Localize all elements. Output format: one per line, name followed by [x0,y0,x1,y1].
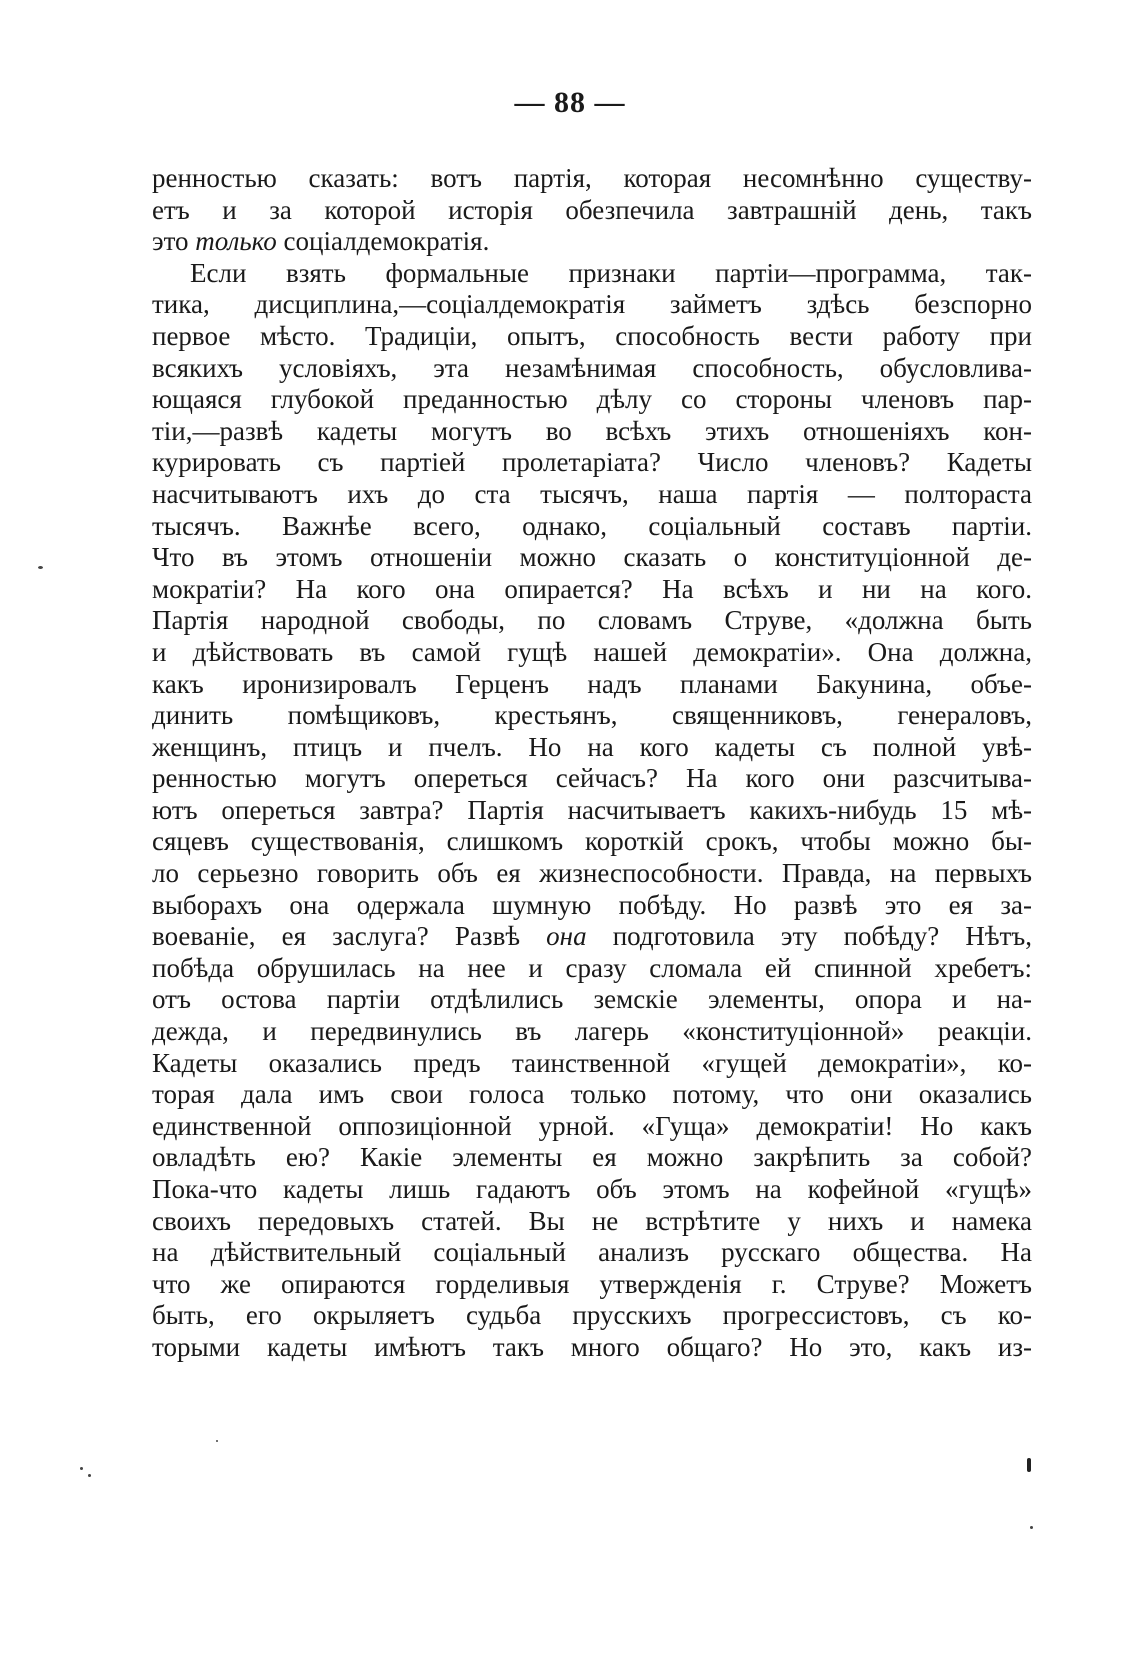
text-line [152,289,1032,321]
text-segment: быть, его окрыляетъ судьба прусскихъ прогрессистовъ, съ ко- [152,1300,1032,1331]
text-segment: первое мѣсто. Традиціи, опытъ, способность вести работу при [152,320,1032,351]
text-segment: курировать съ партіей пролетаріата? Число членовъ? Кадеты [152,447,1032,478]
text-segment: торая дала имъ свои голоса только потому, что они оказались [152,1079,1032,1110]
scan-speck [80,1467,83,1470]
text-line [152,416,1032,448]
page-number: — 88 — [514,86,626,119]
text-line [152,890,1032,922]
text-line [152,321,1032,353]
text-line [152,953,1032,985]
text-segment: Если взять формальные признаки партіи—программа, так- [190,257,1032,288]
text-line [152,921,1032,953]
text-segment: ющаяся глубокой преданностью дѣлу со стороны членовъ пар- [152,384,1032,415]
text-segment: дежда, и передвинулись въ лагерь «конституціонной» реакціи. [152,1016,1032,1047]
text-line [152,1079,1032,1111]
text-segment: всякихъ условіяхъ, эта незамѣнимая способность, обусловлива- [152,352,1032,383]
text-line [152,700,1032,732]
text-segment: торыми кадеты имѣютъ такъ много общаго? Но это, какъ из- [152,1331,1032,1362]
text-segment: тысячъ. Важнѣе всего, однако, соціальный составъ партіи. [152,510,1032,541]
emphasized-word: только [195,226,277,257]
scan-speck [216,1440,218,1442]
text-segment: единственной оппозиціонной урной. «Гуща» демократіи! Но какъ [152,1110,1032,1141]
body-text [152,163,1032,1364]
text-line [152,1332,1032,1364]
text-line [152,1269,1032,1301]
text-line [152,574,1032,606]
text-segment: это [152,226,196,257]
text-segment: соціалдемократія. [276,226,490,257]
text-line [152,1300,1032,1332]
text-segment: своихъ передовыхъ статей. Вы не встрѣтите у нихъ и намека [152,1205,1032,1236]
text-segment: что же опираются горделивыя утвержденія г. Струве? Можетъ [152,1268,1032,1299]
text-segment: и дѣйствовать въ самой гущѣ нашей демократіи». Она должна, [152,636,1032,667]
text-line [152,1048,1032,1080]
text-line [152,858,1032,890]
text-segment: мократіи? На кого она опирается? На всѣхъ и ни на кого. [152,573,1032,604]
text-line [152,732,1032,764]
text-line [152,795,1032,827]
text-segment: побѣда обрушилась на нее и сразу сломала ей спинной хребетъ: [152,952,1032,983]
text-segment: насчитываютъ ихъ до ста тысячъ, наша партія — полтораста [152,478,1032,509]
text-segment: Пока-что кадеты лишь гадаютъ объ этомъ на кофейной «гущѣ» [152,1174,1032,1204]
text-line [152,447,1032,479]
text-line [152,1111,1032,1143]
text-line [152,1237,1032,1269]
text-segment: ютъ опереться завтра? Партія насчитываетъ какихъ-нибудь 15 мѣ- [152,794,1032,825]
text-segment: Кадеты оказались предъ таинственной «гущей демократіи», ко- [152,1047,1032,1078]
text-line [152,826,1032,858]
text-line [152,353,1032,385]
text-line [152,163,1032,195]
text-segment: ренностью сказать: вотъ партія, которая несомнѣнно существу- [152,163,1032,193]
text-segment: овладѣть ею? Какіе элементы ея можно закрѣпить за собой? [152,1142,1032,1173]
text-line [152,1142,1032,1174]
text-line [152,1206,1032,1238]
text-segment: тіи,—развѣ кадеты могутъ во всѣхъ этихъ отношеніяхъ кон- [152,415,1032,446]
text-segment: ло серьезно говорить объ ея жизнеспособности. Правда, на первыхъ [152,858,1032,889]
text-segment: динить помѣщиковъ, крестьянъ, священниковъ, генераловъ, [152,700,1032,731]
text-line [152,195,1032,227]
text-segment: женщинъ, птицъ и пчелъ. Но на кого кадеты съ полной увѣ- [152,731,1032,762]
text-segment: на дѣйствительный соціальный анализъ русскаго общества. На [152,1237,1032,1268]
text-line [152,542,1032,574]
emphasized-word: она [546,921,587,952]
text-line [152,479,1032,511]
text-segment: какъ иронизировалъ Герценъ надъ планами Бакунина, объе- [152,668,1032,699]
scan-speck [1027,1458,1031,1472]
text-line [152,1174,1032,1206]
text-line [152,637,1032,669]
text-line [152,605,1032,637]
scan-speck [38,566,43,569]
text-segment: выборахъ она одержала шумную побѣду. Но развѣ это ея за- [152,889,1032,920]
text-segment: подготовила эту побѣду? Нѣтъ, [586,921,1032,952]
text-line [152,669,1032,701]
text-segment: Партія народной свободы, по словамъ Струве, «должна быть [152,605,1032,636]
text-segment: етъ и за которой исторія обезпечила завтрашній день, такъ [152,194,1032,225]
text-segment: Что въ этомъ отношеніи можно сказать о конституціонной де- [152,542,1032,573]
text-line [152,511,1032,543]
text-line [152,226,1032,258]
text-segment: сяцевъ существованія, слишкомъ короткій срокъ, чтобы можно бы- [152,826,1032,857]
text-line [152,384,1032,416]
text-line [152,763,1032,795]
text-segment: отъ остова партіи отдѣлились земскіе элементы, опора и на- [152,984,1032,1015]
scan-speck [1030,1526,1033,1529]
text-segment: ренностью могутъ опереться сейчасъ? На кого они разсчитыва- [152,763,1032,794]
text-line [152,984,1032,1016]
scan-speck [88,1474,91,1477]
text-line [152,1016,1032,1048]
text-segment: воеваніе, ея заслуга? Развѣ [152,921,547,952]
text-line [152,258,1032,290]
text-segment: тика, дисциплина,—соціалдемократія займетъ здѣсь безспорно [152,289,1032,320]
